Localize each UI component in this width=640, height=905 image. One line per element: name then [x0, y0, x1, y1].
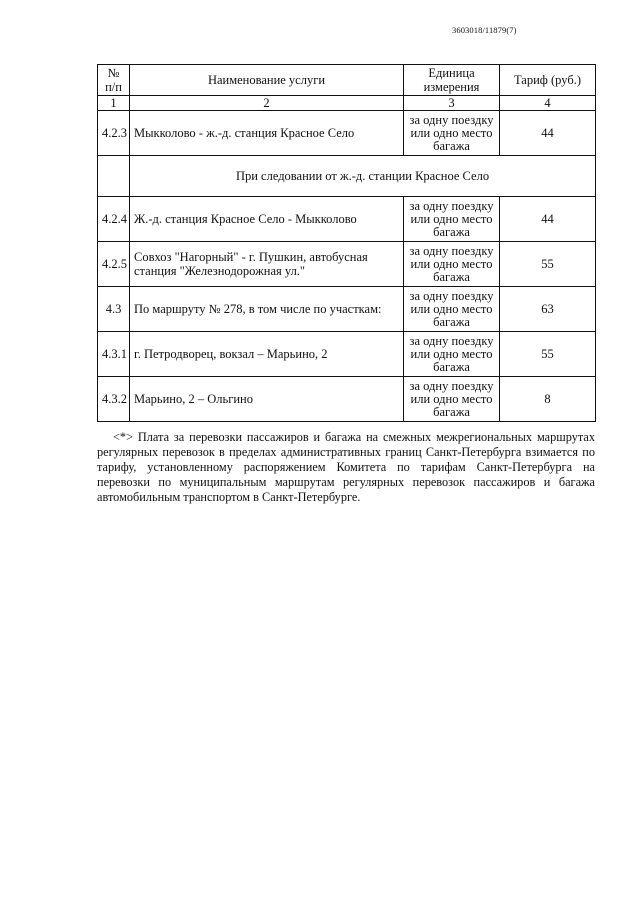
tariff-value: 8 — [500, 377, 596, 422]
row-number: 4.2.3 — [98, 111, 130, 156]
table-row — [98, 377, 596, 422]
row-number: 4.3 — [98, 287, 130, 332]
service-name: г. Петродворец, вокзал – Марьино, 2 — [130, 332, 404, 377]
table-row — [98, 287, 596, 332]
footnote-text: <*> Плата за перевозки пассажиров и багажа на смежных межрегиональных маршрутах регулярных перевозок в пределах административных границ Санкт-Петербурга взимается по тарифу, установленному распоряжением Комитета по тарифам Санкт-Петербурга на перевозки по муниципальным маршрутам регулярных перевозок пассажиров и багажа автомобильным транспортом в Санкт-Петербурге. — [97, 430, 595, 504]
table-row — [98, 332, 596, 377]
row-number: 4.3.1 — [98, 332, 130, 377]
table-header-row — [98, 65, 596, 96]
unit-cell: за одну поездку или одно место багажа — [404, 332, 500, 377]
tariff-table — [97, 64, 596, 422]
column-number: 4 — [500, 96, 596, 111]
table-row — [98, 242, 596, 287]
header-unit: Единица измерения — [404, 65, 500, 96]
unit-cell: за одну поездку или одно место багажа — [404, 111, 500, 156]
service-name: Совхоз "Нагорный" - г. Пушкин, автобусная станция "Железнодорожная ул." — [130, 242, 404, 287]
section-number-cell — [98, 156, 130, 197]
column-number-row — [98, 96, 596, 111]
service-name: Ж.-д. станция Красное Село - Мыкколово — [130, 197, 404, 242]
row-number: 4.2.5 — [98, 242, 130, 287]
tariff-value: 55 — [500, 242, 596, 287]
unit-cell: за одну поездку или одно место багажа — [404, 197, 500, 242]
document-id: 3603018/11879(7) — [452, 25, 517, 35]
service-name: По маршруту № 278, в том числе по участкам: — [130, 287, 404, 332]
column-number: 1 — [98, 96, 130, 111]
tariff-value: 44 — [500, 197, 596, 242]
column-number: 2 — [130, 96, 404, 111]
unit-cell: за одну поездку или одно место багажа — [404, 242, 500, 287]
row-number: 4.3.2 — [98, 377, 130, 422]
section-row — [98, 156, 596, 197]
header-tariff: Тариф (руб.) — [500, 65, 596, 96]
section-title: При следовании от ж.-д. станции Красное Село — [130, 156, 596, 197]
tariff-value: 63 — [500, 287, 596, 332]
unit-cell: за одну поездку или одно место багажа — [404, 287, 500, 332]
footnote — [97, 430, 595, 505]
unit-cell: за одну поездку или одно место багажа — [404, 377, 500, 422]
column-number: 3 — [404, 96, 500, 111]
service-name: Мыкколово - ж.-д. станция Красное Село — [130, 111, 404, 156]
tariff-value: 44 — [500, 111, 596, 156]
header-number: № п/п — [98, 65, 130, 96]
table-row — [98, 197, 596, 242]
header-service-name: Наименование услуги — [130, 65, 404, 96]
service-name: Марьино, 2 – Ольгино — [130, 377, 404, 422]
row-number: 4.2.4 — [98, 197, 130, 242]
tariff-value: 55 — [500, 332, 596, 377]
table-row — [98, 111, 596, 156]
